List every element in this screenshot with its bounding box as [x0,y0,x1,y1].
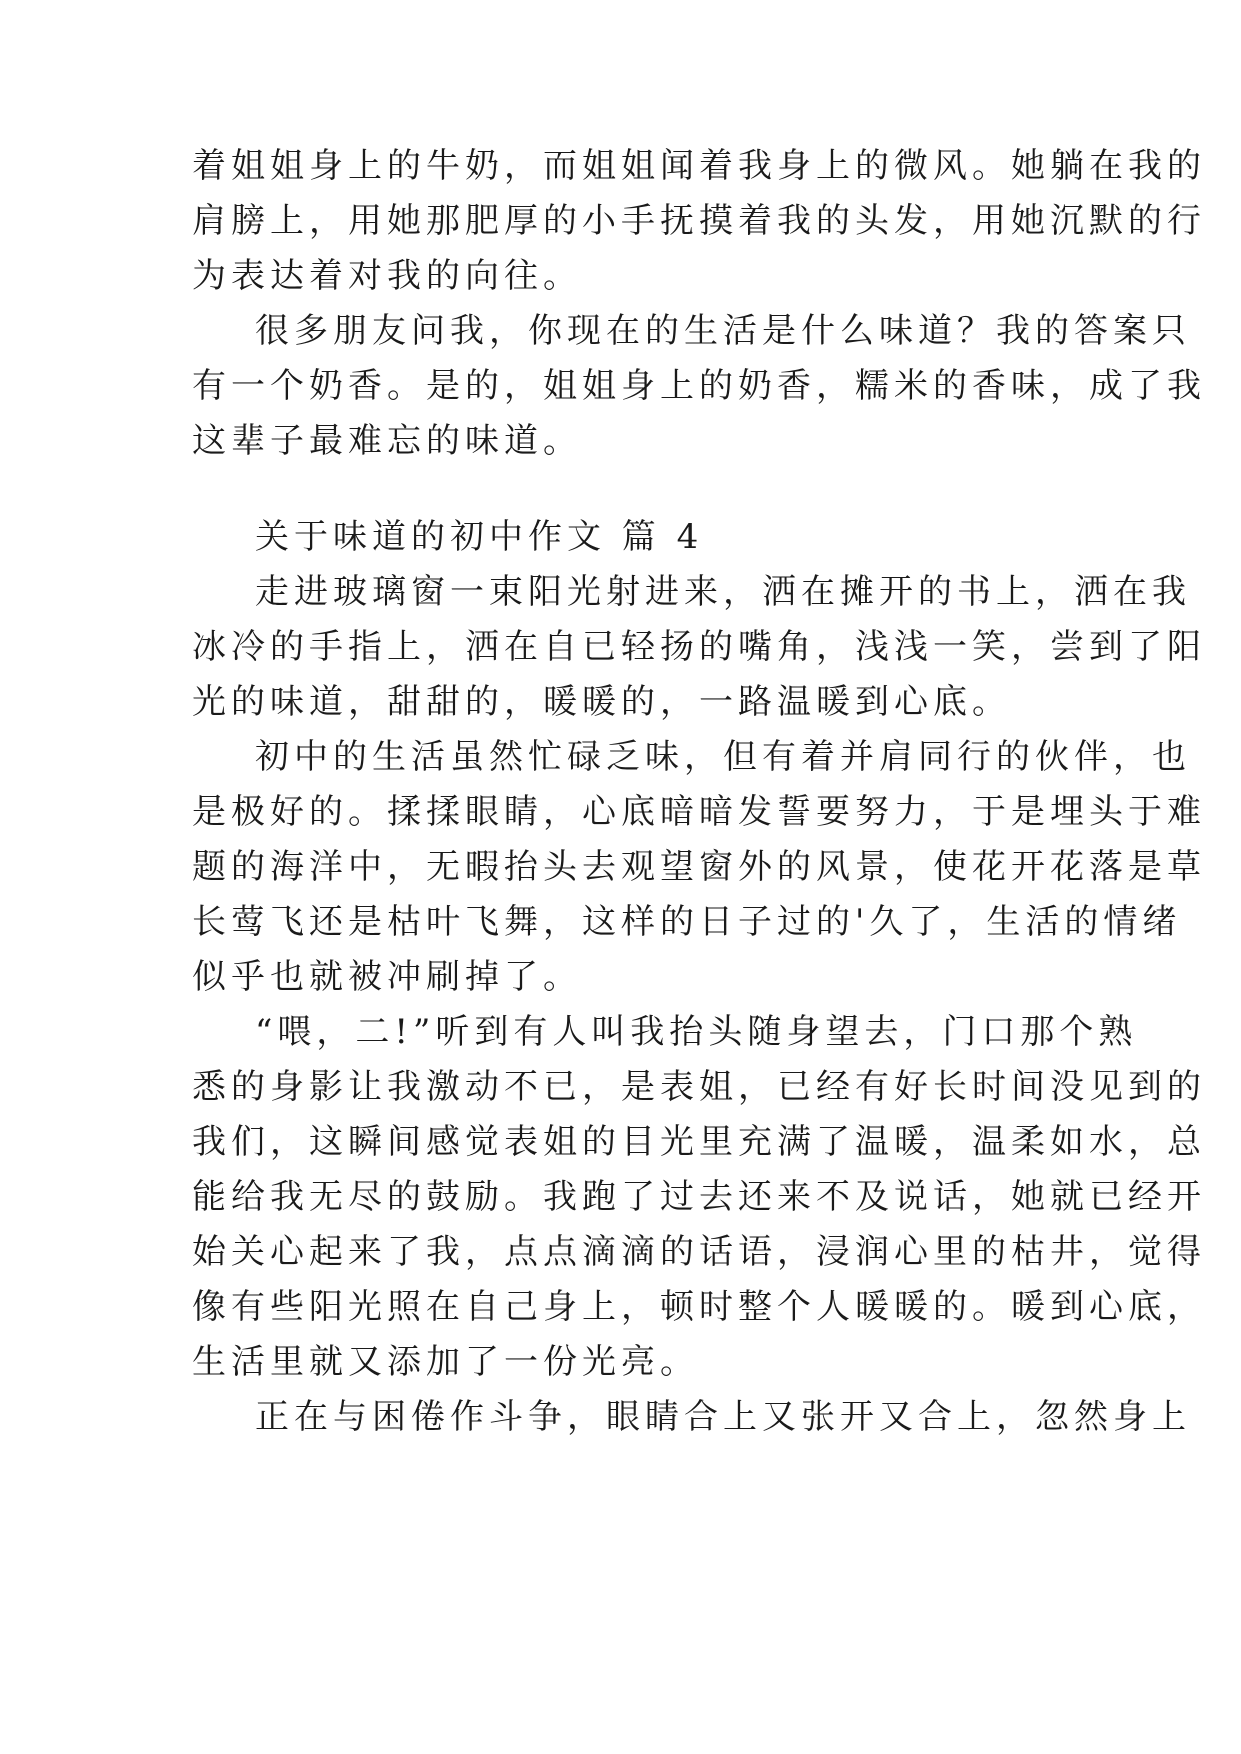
text-line: 这辈子最难忘的味道。 [192,421,582,461]
text-line: 冰冷的手指上，洒在自已轻扬的嘴角，浅浅一笑，尝到了阳 [192,627,1206,667]
text-line: 着姐姐身上的牛奶，而姐姐闻着我身上的微风。她躺在我的 [192,146,1206,186]
text-line: 悉的身影让我激动不已，是表姐，已经有好长时间没见到的 [192,1067,1206,1107]
text-line: 生活里就又添加了一份光亮。 [192,1342,699,1382]
text-line: 能给我无尽的鼓励。我跑了过去还来不及说话，她就已经开 [192,1177,1206,1217]
text-line: 初中的生活虽然忙碌乏味，但有着并肩同行的伙伴，也 [255,737,1191,777]
text-line: 题的海洋中，无暇抬头去观望窗外的风景，使花开花落是草 [192,847,1206,887]
text-line: 似乎也就被冲刷掉了。 [192,957,582,997]
text-line: 为表达着对我的向往。 [192,256,582,296]
text-line: 很多朋友问我，你现在的生活是什么味道？我的答案只 [255,311,1191,351]
text-line: 有一个奶香。是的，姐姐身上的奶香，糯米的香味，成了我 [192,366,1206,406]
text-line: 走进玻璃窗一束阳光射进来，洒在摊开的书上，洒在我 [255,572,1191,612]
text-line: 肩膀上，用她那肥厚的小手抚摸着我的头发，用她沉默的行 [192,201,1206,241]
text-line: 光的味道，甜甜的，暖暖的，一路温暖到心底。 [192,682,1011,722]
text-line: 长莺飞还是枯叶飞舞，这样的日子过的'久了，生活的情绪 [192,902,1182,942]
text-line: 始关心起来了我，点点滴滴的话语，浸润心里的枯井，觉得 [192,1232,1206,1272]
text-line: 像有些阳光照在自己身上，顿时整个人暖暖的。暖到心底， [192,1287,1206,1327]
text-line: 是极好的。揉揉眼睛，心底暗暗发誓要努力，于是埋头于难 [192,792,1206,832]
section-heading: 关于味道的初中作文 篇 4 [255,517,704,557]
text-line: 正在与困倦作斗争，眼睛合上又张开又合上，忽然身上 [255,1397,1191,1437]
text-line: “喂，二!”听到有人叫我抬头随身望去，门口那个熟 [255,1012,1138,1052]
text-line: 我们，这瞬间感觉表姐的目光里充满了温暖，温柔如水，总 [192,1122,1206,1162]
